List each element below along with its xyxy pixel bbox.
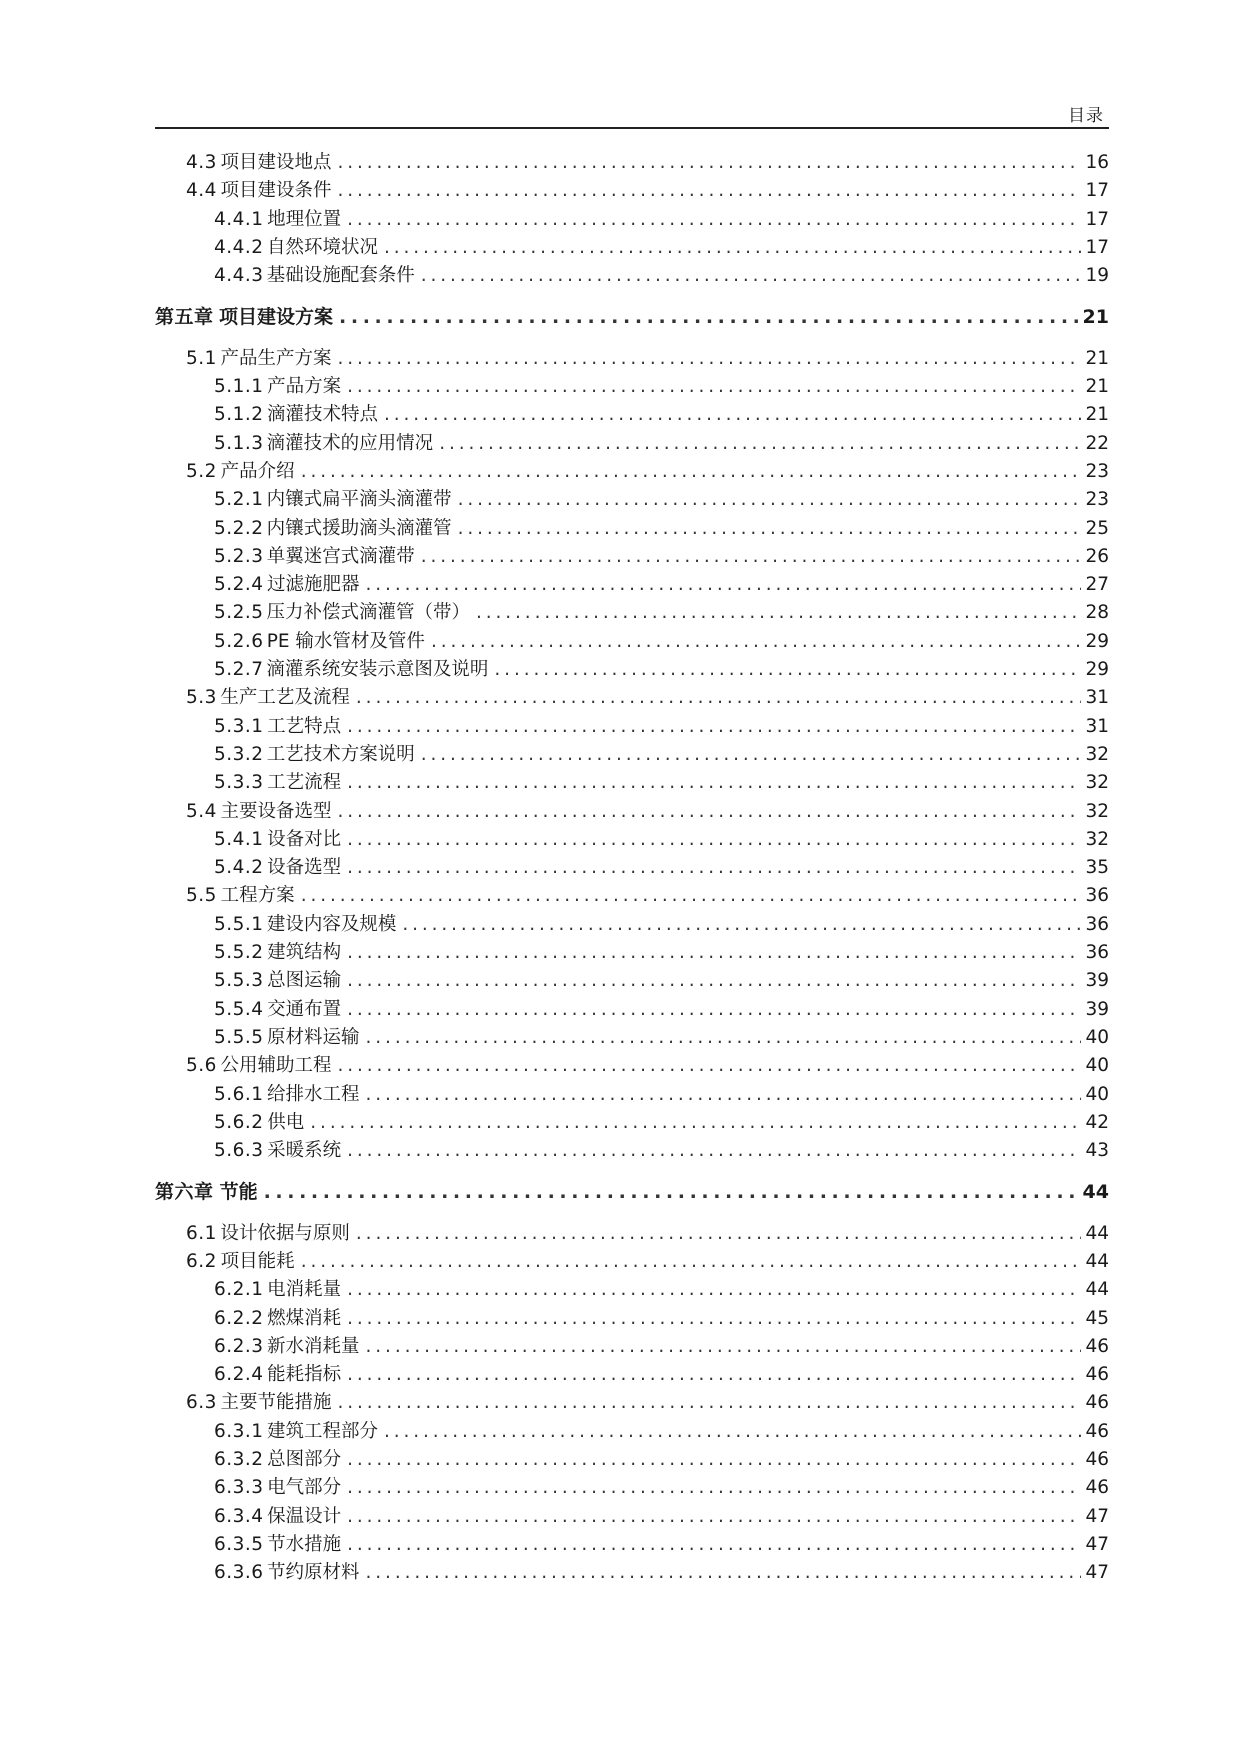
toc-entry[interactable] xyxy=(155,1024,1109,1052)
toc-leader-dots xyxy=(366,1024,1082,1052)
toc-entry-number: 5.4 xyxy=(186,800,217,822)
toc-entry[interactable] xyxy=(155,515,1109,543)
toc-entry-number: 4.4.3 xyxy=(214,265,264,287)
toc-entry-number: 5.3 xyxy=(186,687,217,709)
toc-entry[interactable] xyxy=(155,430,1109,458)
toc-entry[interactable] xyxy=(155,1109,1109,1137)
toc-entry-title: 设备选型 xyxy=(267,857,342,879)
toc-entry-number: 6.3.2 xyxy=(214,1449,264,1471)
toc-page-number: 26 xyxy=(1085,545,1109,567)
toc-entry-title: 过滤施肥器 xyxy=(267,574,360,596)
toc-leader-dots xyxy=(338,177,1082,205)
toc-entry-number: 第六章 xyxy=(155,1181,214,1204)
toc-entry-title: 单翼迷宫式滴灌带 xyxy=(266,545,415,567)
toc-entry-title: 节水措施 xyxy=(267,1533,342,1555)
toc-entry-title: 压力补偿式滴灌管（带） xyxy=(266,602,470,624)
toc-entry-number: 6.3.1 xyxy=(214,1420,264,1442)
toc-leader-dots xyxy=(347,826,1081,854)
toc-entry[interactable] xyxy=(155,1333,1109,1361)
toc-entry-number: 5.2.4 xyxy=(214,574,264,596)
toc-leader-dots xyxy=(347,1137,1081,1165)
toc-entry-title: 交通布置 xyxy=(267,998,342,1020)
toc-leader-dots xyxy=(338,1052,1082,1080)
toc-leader-dots xyxy=(366,1559,1082,1587)
toc-entry[interactable] xyxy=(155,543,1109,571)
toc-entry-title: 总图运输 xyxy=(267,970,342,992)
toc-entry-number: 5.5.3 xyxy=(214,970,264,992)
toc-entry[interactable] xyxy=(155,882,1109,910)
toc-page-number: 36 xyxy=(1085,885,1109,907)
toc-leader-dots xyxy=(338,798,1082,826)
toc-leader-dots xyxy=(366,1333,1082,1361)
toc-page-number: 21 xyxy=(1085,376,1109,398)
toc-entry[interactable] xyxy=(155,1081,1109,1109)
toc-entry-number: 4.4 xyxy=(186,180,217,202)
toc-leader-dots xyxy=(384,1418,1082,1446)
toc-entry-title: PE 输水管材及管件 xyxy=(266,630,425,652)
toc-entry[interactable] xyxy=(155,798,1109,826)
toc-leader-dots xyxy=(384,234,1082,262)
toc-leader-dots xyxy=(264,1178,1079,1206)
toc-entry-number: 5.2.5 xyxy=(214,602,264,624)
toc-entry-number: 6.1 xyxy=(186,1222,217,1244)
toc-leader-dots xyxy=(347,373,1081,401)
toc-page-number: 27 xyxy=(1085,574,1109,596)
toc-leader-dots xyxy=(347,996,1081,1024)
toc-entry-number: 6.2.1 xyxy=(214,1279,264,1301)
toc-page-number: 35 xyxy=(1085,857,1109,879)
toc-entry-number: 第五章 xyxy=(155,306,214,329)
toc-leader-dots xyxy=(301,1248,1082,1276)
toc-page-number: 17 xyxy=(1085,236,1109,258)
toc-entry-title: 工程方案 xyxy=(220,885,295,907)
toc-entry-number: 6.2.4 xyxy=(214,1364,264,1386)
toc-entry[interactable] xyxy=(155,1361,1109,1389)
toc-entry-title: 建筑结构 xyxy=(267,942,342,964)
toc-entry-number: 5.6 xyxy=(186,1055,217,1077)
toc-page-number: 46 xyxy=(1085,1449,1109,1471)
table-of-contents xyxy=(155,149,1109,1588)
toc-entry[interactable] xyxy=(155,1137,1109,1165)
toc-page-number: 47 xyxy=(1085,1562,1109,1584)
toc-entry-title: 公用辅助工程 xyxy=(220,1055,332,1077)
toc-entry[interactable] xyxy=(155,713,1109,741)
toc-entry[interactable] xyxy=(155,458,1109,486)
toc-page-number: 25 xyxy=(1085,517,1109,539)
toc-entry-number: 4.4.2 xyxy=(214,236,264,258)
toc-entry[interactable] xyxy=(155,1559,1109,1587)
toc-leader-dots xyxy=(366,571,1082,599)
toc-entry[interactable] xyxy=(155,628,1109,656)
toc-page-number: 23 xyxy=(1085,489,1109,511)
toc-entry-title: 自然环境状况 xyxy=(266,236,378,258)
toc-leader-dots xyxy=(421,543,1082,571)
toc-leader-dots xyxy=(338,1389,1082,1417)
toc-entry-title: 地理位置 xyxy=(267,208,342,230)
toc-entry-title: 内镶式扁平滴头滴灌带 xyxy=(266,489,452,511)
toc-leader-dots xyxy=(347,1503,1081,1531)
toc-entry[interactable] xyxy=(155,177,1109,205)
toc-entry-title: 滴灌系统安装示意图及说明 xyxy=(266,659,489,681)
toc-entry-title: 工艺流程 xyxy=(267,772,342,794)
toc-page-number: 45 xyxy=(1085,1307,1109,1329)
toc-entry-number: 5.6.3 xyxy=(214,1140,264,1162)
toc-page-number: 28 xyxy=(1085,602,1109,624)
toc-page-number: 46 xyxy=(1085,1420,1109,1442)
toc-entry-title: 主要设备选型 xyxy=(220,800,332,822)
toc-entry-title: 内镶式援助滴头滴灌管 xyxy=(266,517,452,539)
toc-entry-title: 采暖系统 xyxy=(267,1140,342,1162)
toc-page-number: 32 xyxy=(1085,772,1109,794)
toc-entry-title: 电消耗量 xyxy=(267,1279,342,1301)
toc-page-number: 44 xyxy=(1085,1279,1109,1301)
toc-chapter-entry[interactable] xyxy=(155,1178,1109,1206)
toc-entry[interactable] xyxy=(155,684,1109,712)
toc-entry[interactable] xyxy=(155,234,1109,262)
toc-page-number: 46 xyxy=(1085,1335,1109,1357)
toc-leader-dots xyxy=(347,854,1081,882)
toc-page-number: 29 xyxy=(1085,630,1109,652)
toc-page-number: 40 xyxy=(1085,1055,1109,1077)
toc-leader-dots xyxy=(356,1220,1082,1248)
toc-leader-dots xyxy=(356,684,1082,712)
toc-entry-title: 工艺特点 xyxy=(267,715,342,737)
toc-entry-title: 工艺技术方案说明 xyxy=(266,743,415,765)
toc-entry-number: 5.2.7 xyxy=(214,659,264,681)
toc-entry-title: 生产工艺及流程 xyxy=(220,687,350,709)
toc-entry-number: 5.3.2 xyxy=(214,743,264,765)
toc-page-number: 21 xyxy=(1082,306,1109,329)
toc-entry-number: 6.2.2 xyxy=(214,1307,264,1329)
toc-entry[interactable] xyxy=(155,1531,1109,1559)
toc-page-number: 46 xyxy=(1085,1364,1109,1386)
toc-entry[interactable] xyxy=(155,826,1109,854)
toc-entry[interactable] xyxy=(155,149,1109,177)
header-divider xyxy=(155,127,1109,129)
toc-leader-dots xyxy=(421,741,1082,769)
toc-leader-dots xyxy=(439,430,1081,458)
toc-entry-number: 5.5.1 xyxy=(214,913,264,935)
toc-entry[interactable] xyxy=(155,1305,1109,1333)
toc-entry[interactable] xyxy=(155,911,1109,939)
toc-entry[interactable] xyxy=(155,1248,1109,1276)
toc-leader-dots xyxy=(494,656,1081,684)
toc-entry-number: 5.1.3 xyxy=(214,432,264,454)
toc-page-number: 21 xyxy=(1085,404,1109,426)
toc-page-number: 46 xyxy=(1085,1477,1109,1499)
toc-entry-number: 5.5 xyxy=(186,885,217,907)
toc-leader-dots xyxy=(384,401,1082,429)
toc-page-number: 46 xyxy=(1085,1392,1109,1414)
toc-leader-dots xyxy=(347,1305,1081,1333)
toc-entry-number: 5.2.6 xyxy=(214,630,264,652)
toc-page-number: 40 xyxy=(1085,1083,1109,1105)
toc-entry-title: 节约原材料 xyxy=(267,1562,360,1584)
toc-page-number: 16 xyxy=(1085,152,1109,173)
toc-entry[interactable] xyxy=(155,1418,1109,1446)
toc-page-number: 19 xyxy=(1085,265,1109,287)
toc-page-number: 32 xyxy=(1085,828,1109,850)
toc-entry[interactable] xyxy=(155,967,1109,995)
toc-entry-title: 产品方案 xyxy=(267,376,342,398)
toc-entry-number: 5.3.1 xyxy=(214,715,264,737)
toc-entry-title: 滴灌技术特点 xyxy=(266,404,378,426)
toc-leader-dots xyxy=(347,1531,1081,1559)
toc-leader-dots xyxy=(366,1081,1082,1109)
toc-entry-title: 原材料运输 xyxy=(267,1026,360,1048)
toc-page-number: 39 xyxy=(1085,998,1109,1020)
toc-entry-title: 燃煤消耗 xyxy=(267,1307,342,1329)
toc-entry[interactable] xyxy=(155,486,1109,514)
toc-entry-title: 能耗指标 xyxy=(267,1364,342,1386)
toc-entry-title: 设备对比 xyxy=(267,828,342,850)
toc-entry[interactable] xyxy=(155,262,1109,290)
toc-page-number: 36 xyxy=(1085,913,1109,935)
toc-page-number: 47 xyxy=(1085,1505,1109,1527)
page-header-label: 目录 xyxy=(1068,106,1104,126)
toc-leader-dots xyxy=(339,303,1079,331)
toc-entry-title: 电气部分 xyxy=(267,1477,342,1499)
toc-page-number: 39 xyxy=(1085,970,1109,992)
toc-leader-dots xyxy=(476,599,1081,627)
toc-entry-title: 设计依据与原则 xyxy=(220,1222,350,1244)
toc-leader-dots xyxy=(458,515,1082,543)
toc-entry[interactable] xyxy=(155,996,1109,1024)
toc-entry[interactable] xyxy=(155,1503,1109,1531)
toc-leader-dots xyxy=(431,628,1082,656)
toc-entry-title: 产品介绍 xyxy=(220,460,295,482)
toc-entry-title: 项目能耗 xyxy=(220,1250,295,1272)
toc-page-number: 32 xyxy=(1085,800,1109,822)
toc-entry-number: 5.3.3 xyxy=(214,772,264,794)
toc-leader-dots xyxy=(347,1474,1081,1502)
toc-entry-number: 5.2.2 xyxy=(214,517,264,539)
toc-page-number: 32 xyxy=(1085,743,1109,765)
toc-entry[interactable] xyxy=(155,769,1109,797)
toc-leader-dots xyxy=(347,206,1081,234)
toc-page-number: 17 xyxy=(1085,180,1109,202)
toc-leader-dots xyxy=(347,939,1081,967)
toc-chapter-entry[interactable] xyxy=(155,303,1109,331)
toc-leader-dots xyxy=(347,967,1081,995)
toc-entry-title: 项目建设方案 xyxy=(219,306,334,329)
toc-page-number: 44 xyxy=(1085,1222,1109,1244)
toc-leader-dots xyxy=(347,1361,1081,1389)
toc-entry[interactable] xyxy=(155,373,1109,401)
toc-entry-number: 5.4.1 xyxy=(214,828,264,850)
toc-page-number: 40 xyxy=(1085,1026,1109,1048)
toc-page-number: 22 xyxy=(1085,432,1109,454)
toc-leader-dots xyxy=(458,486,1082,514)
toc-entry[interactable] xyxy=(155,741,1109,769)
toc-leader-dots xyxy=(347,1446,1081,1474)
toc-entry-number: 5.2.3 xyxy=(214,545,264,567)
toc-entry[interactable] xyxy=(155,656,1109,684)
toc-entry-number: 6.3.3 xyxy=(214,1477,264,1499)
toc-entry-number: 5.5.2 xyxy=(214,942,264,964)
toc-entry-title: 滴灌技术的应用情况 xyxy=(266,432,434,454)
toc-page-number: 42 xyxy=(1085,1111,1109,1133)
toc-entry-title: 保温设计 xyxy=(267,1505,342,1527)
toc-entry-number: 6.3.5 xyxy=(214,1533,264,1555)
toc-entry-title: 基础设施配套条件 xyxy=(266,265,415,287)
toc-page-number: 23 xyxy=(1085,460,1109,482)
toc-leader-dots xyxy=(310,1109,1081,1137)
toc-page-number: 21 xyxy=(1085,347,1109,369)
toc-entry[interactable] xyxy=(155,1276,1109,1304)
toc-leader-dots xyxy=(301,882,1082,910)
toc-leader-dots xyxy=(347,713,1081,741)
toc-entry-number: 6.2.3 xyxy=(214,1335,264,1357)
toc-page-number: 17 xyxy=(1085,208,1109,230)
toc-entry-title: 总图部分 xyxy=(267,1449,342,1471)
toc-entry-number: 4.3 xyxy=(186,152,217,173)
toc-entry-number: 5.5.5 xyxy=(214,1026,264,1048)
toc-page-number: 44 xyxy=(1085,1250,1109,1272)
toc-entry[interactable] xyxy=(155,939,1109,967)
toc-entry-number: 6.3 xyxy=(186,1392,217,1414)
toc-entry[interactable] xyxy=(155,1389,1109,1417)
toc-entry-title: 节能 xyxy=(219,1181,258,1204)
toc-leader-dots xyxy=(347,1276,1081,1304)
toc-entry-title: 给排水工程 xyxy=(267,1083,360,1105)
toc-entry-title: 产品生产方案 xyxy=(220,347,332,369)
toc-entry-number: 6.2 xyxy=(186,1250,217,1272)
toc-entry[interactable] xyxy=(155,345,1109,373)
toc-entry[interactable] xyxy=(155,599,1109,627)
toc-page-number: 29 xyxy=(1085,659,1109,681)
toc-page-number: 31 xyxy=(1085,687,1109,709)
toc-leader-dots xyxy=(347,769,1081,797)
toc-leader-dots xyxy=(338,345,1082,373)
toc-entry-number: 5.1.1 xyxy=(214,376,264,398)
toc-leader-dots xyxy=(402,911,1081,939)
toc-page-number: 31 xyxy=(1085,715,1109,737)
toc-entry-number: 6.3.4 xyxy=(214,1505,264,1527)
toc-entry-number: 5.2 xyxy=(186,460,217,482)
toc-entry-title: 主要节能措施 xyxy=(220,1392,332,1414)
toc-page-number: 47 xyxy=(1085,1533,1109,1555)
toc-entry[interactable] xyxy=(155,1446,1109,1474)
toc-entry-title: 建筑工程部分 xyxy=(266,1420,378,1442)
toc-entry-title: 新水消耗量 xyxy=(267,1335,360,1357)
toc-entry-title: 建设内容及规模 xyxy=(266,913,397,935)
toc-entry-number: 5.1.2 xyxy=(214,404,264,426)
toc-entry-title: 项目建设条件 xyxy=(220,180,332,202)
toc-entry[interactable] xyxy=(155,1220,1109,1248)
toc-page-number: 44 xyxy=(1082,1181,1109,1204)
toc-entry-number: 5.2.1 xyxy=(214,489,264,511)
toc-entry[interactable] xyxy=(155,854,1109,882)
toc-entry[interactable] xyxy=(155,1474,1109,1502)
toc-leader-dots xyxy=(338,149,1082,177)
toc-entry-number: 5.4.2 xyxy=(214,857,264,879)
toc-leader-dots xyxy=(301,458,1082,486)
toc-entry-title: 项目建设地点 xyxy=(220,152,332,173)
toc-entry-number: 5.6.1 xyxy=(214,1083,264,1105)
toc-entry-number: 4.4.1 xyxy=(214,208,264,230)
toc-leader-dots xyxy=(421,262,1082,290)
toc-entry-title: 供电 xyxy=(267,1111,305,1133)
toc-page-number: 36 xyxy=(1085,942,1109,964)
toc-entry[interactable] xyxy=(155,1052,1109,1080)
toc-entry-number: 5.6.2 xyxy=(214,1111,264,1133)
toc-entry[interactable] xyxy=(155,206,1109,234)
toc-entry[interactable] xyxy=(155,571,1109,599)
toc-page-number: 43 xyxy=(1085,1140,1109,1162)
toc-entry-number: 6.3.6 xyxy=(214,1562,264,1584)
toc-entry[interactable] xyxy=(155,401,1109,429)
toc-entry-number: 5.1 xyxy=(186,347,217,369)
toc-entry-number: 5.5.4 xyxy=(214,998,264,1020)
